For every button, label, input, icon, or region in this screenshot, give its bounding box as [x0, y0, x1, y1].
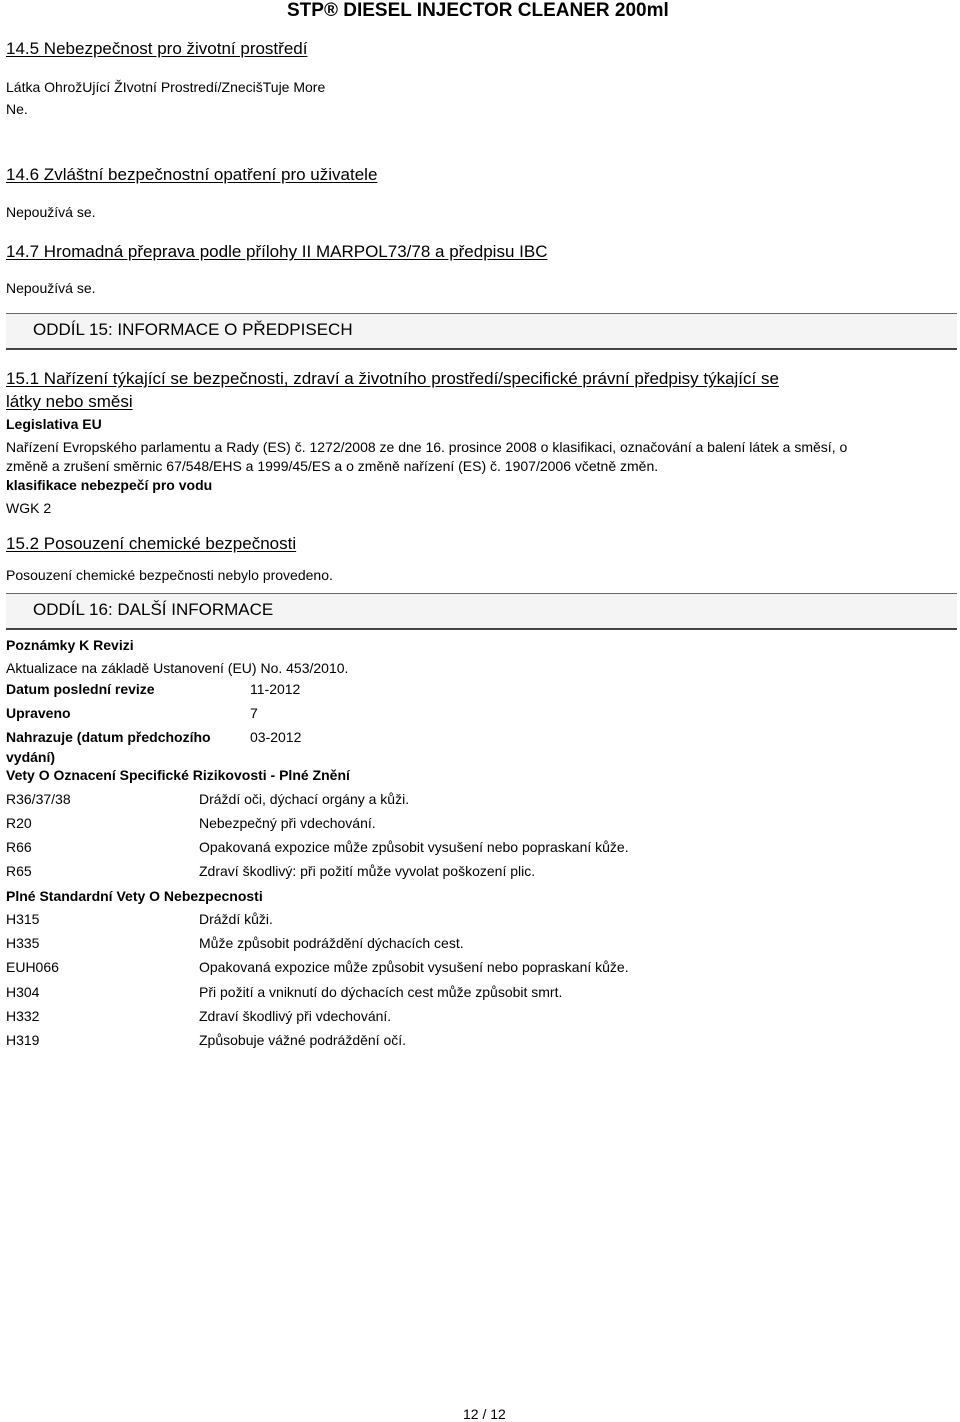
revision-notes-label: Poznámky K Revizi: [6, 637, 134, 653]
s14-7-value: Nepoužívá se.: [6, 280, 96, 296]
s14-5-label: Látka OhrožUjící ŽIvotní Prostredí/ZnecišTuje More: [6, 79, 326, 95]
h-phrase-text: Může způsobit podráždění dýchacích cest.: [199, 935, 464, 951]
section-14-7-heading: 14.7 Hromadná přeprava podle přílohy II MARPOL73/78 a předpisu IBC: [6, 242, 548, 261]
replaces-value: 03-2012: [250, 729, 302, 745]
legislation-label: Legislativa EU: [6, 416, 102, 432]
r-phrase-text: Nebezpečný při vdechování.: [199, 815, 376, 831]
replaces-label-line2: vydání): [6, 749, 56, 765]
section-16-title: ODDÍL 16: DALŠÍ INFORMACE: [33, 600, 274, 619]
h-phrase-code: EUH066: [6, 959, 59, 975]
revision-date-label: Datum poslední revize: [6, 681, 155, 697]
legislation-text-line2: změně a zrušení směrnic 67/548/EHS a 1999/45/ES a o změně nařízení (ES) č. 1907/2006 včetně změn.: [6, 458, 659, 474]
h-phrase-code: H304: [6, 984, 40, 1000]
h-phrases-heading: Plné Standardní Vety O Nebezpecnosti: [6, 888, 263, 904]
replaces-label-line1: Nahrazuje (datum předchozího: [6, 729, 211, 745]
r-phrase-code: R66: [6, 839, 32, 855]
r-phrase-code: R20: [6, 815, 32, 831]
section-15-1-heading-line1: 15.1 Nařízení týkající se bezpečnosti, zdraví a životního prostředí/specifické právní předpisy týkající se: [6, 369, 779, 388]
r-phrase-text: Opakovaná expozice může způsobit vysušení nebo popraskaní kůže.: [199, 839, 629, 855]
h-phrase-code: H319: [6, 1032, 40, 1048]
r-phrases-heading: Vety O Oznacení Specifické Rizikovosti - Plné Znění: [6, 767, 350, 783]
revision-notes-text: Aktualizace na základě Ustanovení (EU) No. 453/2010.: [6, 660, 349, 676]
r-phrase-text: Dráždí oči, dýchací orgány a kůži.: [199, 791, 410, 807]
water-hazard-value: WGK 2: [6, 500, 52, 516]
h-phrase-code: H315: [6, 911, 40, 927]
water-hazard-label: klasifikace nebezpečí pro vodu: [6, 477, 213, 493]
section-16-bar: [6, 593, 957, 630]
h-phrase-code: H335: [6, 935, 40, 951]
r-phrase-code: R65: [6, 863, 32, 879]
section-14-6-heading: 14.6 Zvláštní bezpečnostní opatření pro uživatele: [6, 165, 378, 184]
section-15-1-heading-line2: látky nebo směsi: [6, 392, 133, 411]
h-phrase-text: Opakovaná expozice může způsobit vysušení nebo popraskaní kůže.: [199, 959, 629, 975]
legislation-text-line1: Nařízení Evropského parlamentu a Rady (ES) č. 1272/2008 ze dne 16. prosince 2008 o klasifikaci, označování a balení látek a směsí, o: [6, 439, 848, 455]
s14-6-value: Nepoužívá se.: [6, 204, 96, 220]
s14-5-value: Ne.: [6, 101, 28, 117]
document-title: STP® DIESEL INJECTOR CLEANER 200ml: [287, 0, 669, 21]
section-15-bar: [6, 313, 957, 350]
h-phrase-code: H332: [6, 1008, 40, 1024]
page-number: 12 / 12: [463, 1406, 506, 1422]
h-phrase-text: Zdraví škodlivý při vdechování.: [199, 1008, 392, 1024]
revision-date-value: 11-2012: [250, 681, 301, 697]
h-phrase-text: Způsobuje vážné podráždění očí.: [199, 1032, 407, 1048]
r-phrase-text: Zdraví škodlivý: při požití může vyvolat poškození plic.: [199, 863, 536, 879]
r-phrase-code: R36/37/38: [6, 791, 71, 807]
edited-label: Upraveno: [6, 705, 71, 721]
section-15-2-heading: 15.2 Posouzení chemické bezpečnosti: [6, 534, 297, 553]
edited-value: 7: [250, 705, 258, 721]
section-14-5-heading: 14.5 Nebezpečnost pro životní prostředí: [6, 39, 308, 58]
section-15-2-text: Posouzení chemické bezpečnosti nebylo provedeno.: [6, 567, 333, 583]
h-phrase-text: Při požití a vniknutí do dýchacích cest může způsobit smrt.: [199, 984, 563, 1000]
h-phrase-text: Dráždí kůži.: [199, 911, 273, 927]
section-15-title: ODDÍL 15: INFORMACE O PŘEDPISECH: [33, 320, 353, 339]
